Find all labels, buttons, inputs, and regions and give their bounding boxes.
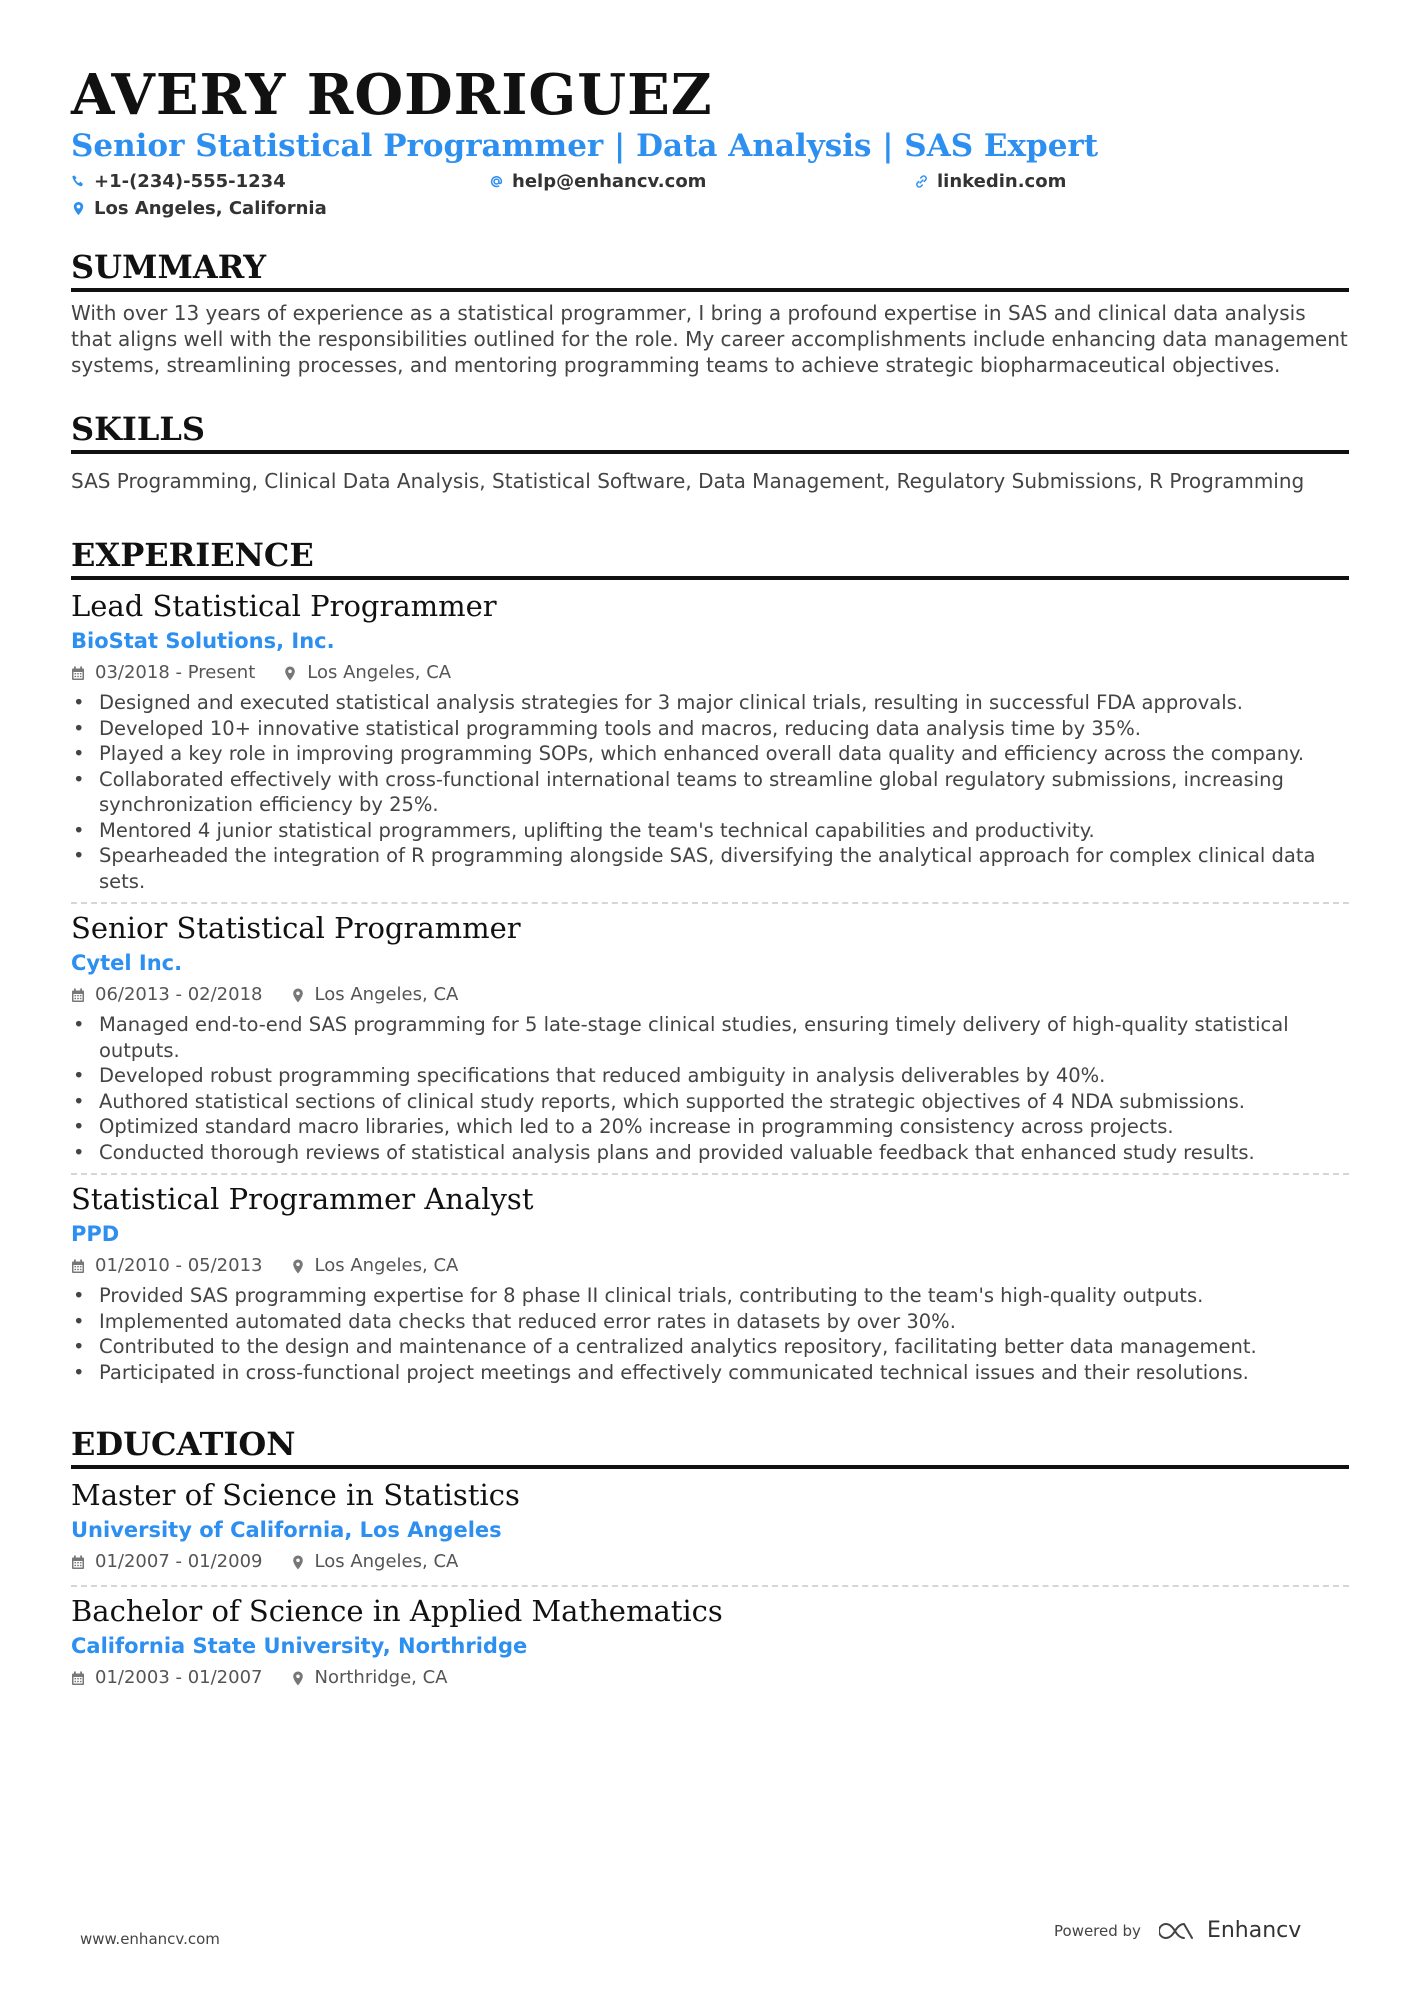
location-pin-icon bbox=[291, 1671, 305, 1686]
calendar-icon bbox=[71, 988, 85, 1003]
contact-location bbox=[71, 198, 327, 219]
school-name: University of California, Los Angeles bbox=[71, 1518, 502, 1542]
education-dates: 01/2003 - 01/2007 bbox=[95, 1667, 263, 1688]
location-pin-icon bbox=[291, 1555, 305, 1570]
contact-phone bbox=[71, 171, 286, 192]
phone-icon bbox=[71, 174, 86, 189]
education-dates: 01/2007 - 01/2009 bbox=[95, 1551, 263, 1572]
contact-email bbox=[489, 171, 706, 192]
location-pin-icon bbox=[291, 1259, 305, 1274]
calendar-icon bbox=[71, 1259, 85, 1274]
bullet-item: • Developed robust programming specifications that reduced ambiguity in analysis deliverables by 40%. bbox=[71, 1063, 1349, 1089]
skills-section bbox=[71, 410, 1349, 494]
bullet-item: • Designed and executed statistical analysis strategies for 3 major clinical trials, resulting in successful FDA approvals. bbox=[71, 690, 1349, 716]
email-link[interactable]: help@enhancv.com bbox=[512, 171, 707, 192]
education-entry bbox=[71, 1593, 1349, 1693]
job-title: Lead Statistical Programmer bbox=[71, 589, 497, 623]
entry-divider bbox=[71, 1585, 1349, 1587]
bullet-item: • Optimized standard macro libraries, which led to a 20% increase in programming consistency across projects. bbox=[71, 1114, 1349, 1140]
calendar-icon bbox=[71, 1555, 85, 1570]
entry-divider bbox=[71, 902, 1349, 904]
resume-page bbox=[71, 62, 1349, 1693]
summary-heading: SUMMARY bbox=[71, 248, 1349, 292]
summary-text: With over 13 years of experience as a statistical programmer, I bring a profound expertise in SAS and clinical data analysis that aligns well with the responsibilities outlined for the role. My career accomplishments include enhancing data management systems, streamlining processes, and mentoring programming teams to achieve strategic biopharmaceutical objectives. bbox=[71, 301, 1348, 377]
bullet-item: • Participated in cross-functional project meetings and effectively communicated technical issues and their resolutions. bbox=[71, 1360, 1349, 1386]
school-name: California State University, Northridge bbox=[71, 1634, 528, 1658]
education-entry bbox=[71, 1477, 1349, 1577]
calendar-icon bbox=[71, 666, 85, 681]
education-location: Los Angeles, CA bbox=[314, 1551, 459, 1572]
phone-text[interactable]: +1-(234)-555-1234 bbox=[94, 171, 286, 192]
enhancv-logo-icon bbox=[1159, 1920, 1199, 1942]
bullet-item: • Authored statistical sections of clinical study reports, which supported the strategic objectives of 4 NDA submissions. bbox=[71, 1089, 1349, 1115]
candidate-headline: Senior Statistical Programmer | Data Analysis | SAS Expert bbox=[71, 128, 1099, 164]
location-pin-icon bbox=[71, 201, 86, 216]
job-location: Los Angeles, CA bbox=[314, 984, 459, 1005]
job-meta bbox=[71, 658, 1349, 688]
powered-by-label: Powered by bbox=[1054, 1921, 1141, 1940]
degree-title: Bachelor of Science in Applied Mathematics bbox=[71, 1594, 723, 1628]
company-name: PPD bbox=[71, 1222, 120, 1246]
company-name: BioStat Solutions, Inc. bbox=[71, 629, 335, 653]
job-bullets bbox=[71, 690, 1349, 894]
location-text: Los Angeles, California bbox=[94, 198, 327, 219]
bullet-item: • Conducted thorough reviews of statistical analysis plans and provided valuable feedback that enhanced study results. bbox=[71, 1140, 1349, 1166]
bullet-item: • Implemented automated data checks that reduced error rates in datasets by over 30%. bbox=[71, 1309, 1349, 1335]
experience-entry bbox=[71, 588, 1349, 894]
education-meta bbox=[71, 1547, 1349, 1577]
job-dates: 01/2010 - 05/2013 bbox=[95, 1255, 263, 1276]
education-heading: EDUCATION bbox=[71, 1425, 1349, 1469]
bullet-item: • Provided SAS programming expertise for 8 phase II clinical trials, contributing to the team's high-quality outputs. bbox=[71, 1283, 1349, 1309]
job-bullets bbox=[71, 1283, 1349, 1385]
job-dates: 03/2018 - Present bbox=[95, 662, 256, 683]
bullet-item: • Mentored 4 junior statistical programmers, uplifting the team's technical capabilities and productivity. bbox=[71, 818, 1349, 844]
entry-divider bbox=[71, 1173, 1349, 1175]
company-name: Cytel Inc. bbox=[71, 951, 183, 975]
job-title: Senior Statistical Programmer bbox=[71, 911, 521, 945]
bullet-item: • Contributed to the design and maintenance of a centralized analytics repository, facilitating better data management. bbox=[71, 1334, 1349, 1360]
job-bullets bbox=[71, 1012, 1349, 1165]
bullet-item: • Collaborated effectively with cross-functional international teams to streamline global regulatory submissions, increasing synchronization efficiency by 25%. bbox=[71, 767, 1349, 818]
contact-info bbox=[71, 168, 1349, 224]
job-location: Los Angeles, CA bbox=[314, 1255, 459, 1276]
candidate-name: AVERY RODRIGUEZ bbox=[71, 62, 713, 128]
experience-heading: EXPERIENCE bbox=[71, 536, 1349, 580]
bullet-item: • Spearheaded the integration of R programming alongside SAS, diversifying the analytical approach for complex clinical data sets. bbox=[71, 843, 1349, 894]
skills-heading: SKILLS bbox=[71, 410, 1349, 454]
experience-entry bbox=[71, 1181, 1349, 1385]
footer-branding bbox=[1054, 1918, 1301, 1943]
footer-website[interactable]: www.enhancv.com bbox=[80, 1930, 220, 1948]
calendar-icon bbox=[71, 1671, 85, 1686]
job-title: Statistical Programmer Analyst bbox=[71, 1182, 534, 1216]
education-section bbox=[71, 1425, 1349, 1693]
at-icon bbox=[489, 174, 504, 189]
link-icon bbox=[914, 174, 929, 189]
skills-text: SAS Programming, Clinical Data Analysis, Statistical Software, Data Management, Regulatory Submissions, R Programming bbox=[71, 469, 1305, 493]
bullet-item: • Developed 10+ innovative statistical programming tools and macros, reducing data analysis time by 35%. bbox=[71, 716, 1349, 742]
location-pin-icon bbox=[291, 988, 305, 1003]
contact-website bbox=[914, 171, 1066, 192]
education-meta bbox=[71, 1663, 1349, 1693]
experience-entry bbox=[71, 910, 1349, 1165]
job-meta bbox=[71, 1251, 1349, 1281]
job-meta bbox=[71, 980, 1349, 1010]
website-link[interactable]: linkedin.com bbox=[937, 171, 1067, 192]
job-location: Los Angeles, CA bbox=[307, 662, 452, 683]
summary-section bbox=[71, 248, 1349, 378]
experience-section bbox=[71, 536, 1349, 1385]
location-pin-icon bbox=[283, 666, 297, 681]
bullet-item: • Played a key role in improving programming SOPs, which enhanced overall data quality and efficiency across the company. bbox=[71, 741, 1349, 767]
bullet-item: • Managed end-to-end SAS programming for 5 late-stage clinical studies, ensuring timely delivery of high-quality statistical outputs. bbox=[71, 1012, 1349, 1063]
brand-name: Enhancv bbox=[1206, 1918, 1302, 1943]
degree-title: Master of Science in Statistics bbox=[71, 1478, 520, 1512]
education-location: Northridge, CA bbox=[314, 1667, 448, 1688]
enhancv-logo[interactable] bbox=[1159, 1918, 1301, 1943]
job-dates: 06/2013 - 02/2018 bbox=[95, 984, 263, 1005]
